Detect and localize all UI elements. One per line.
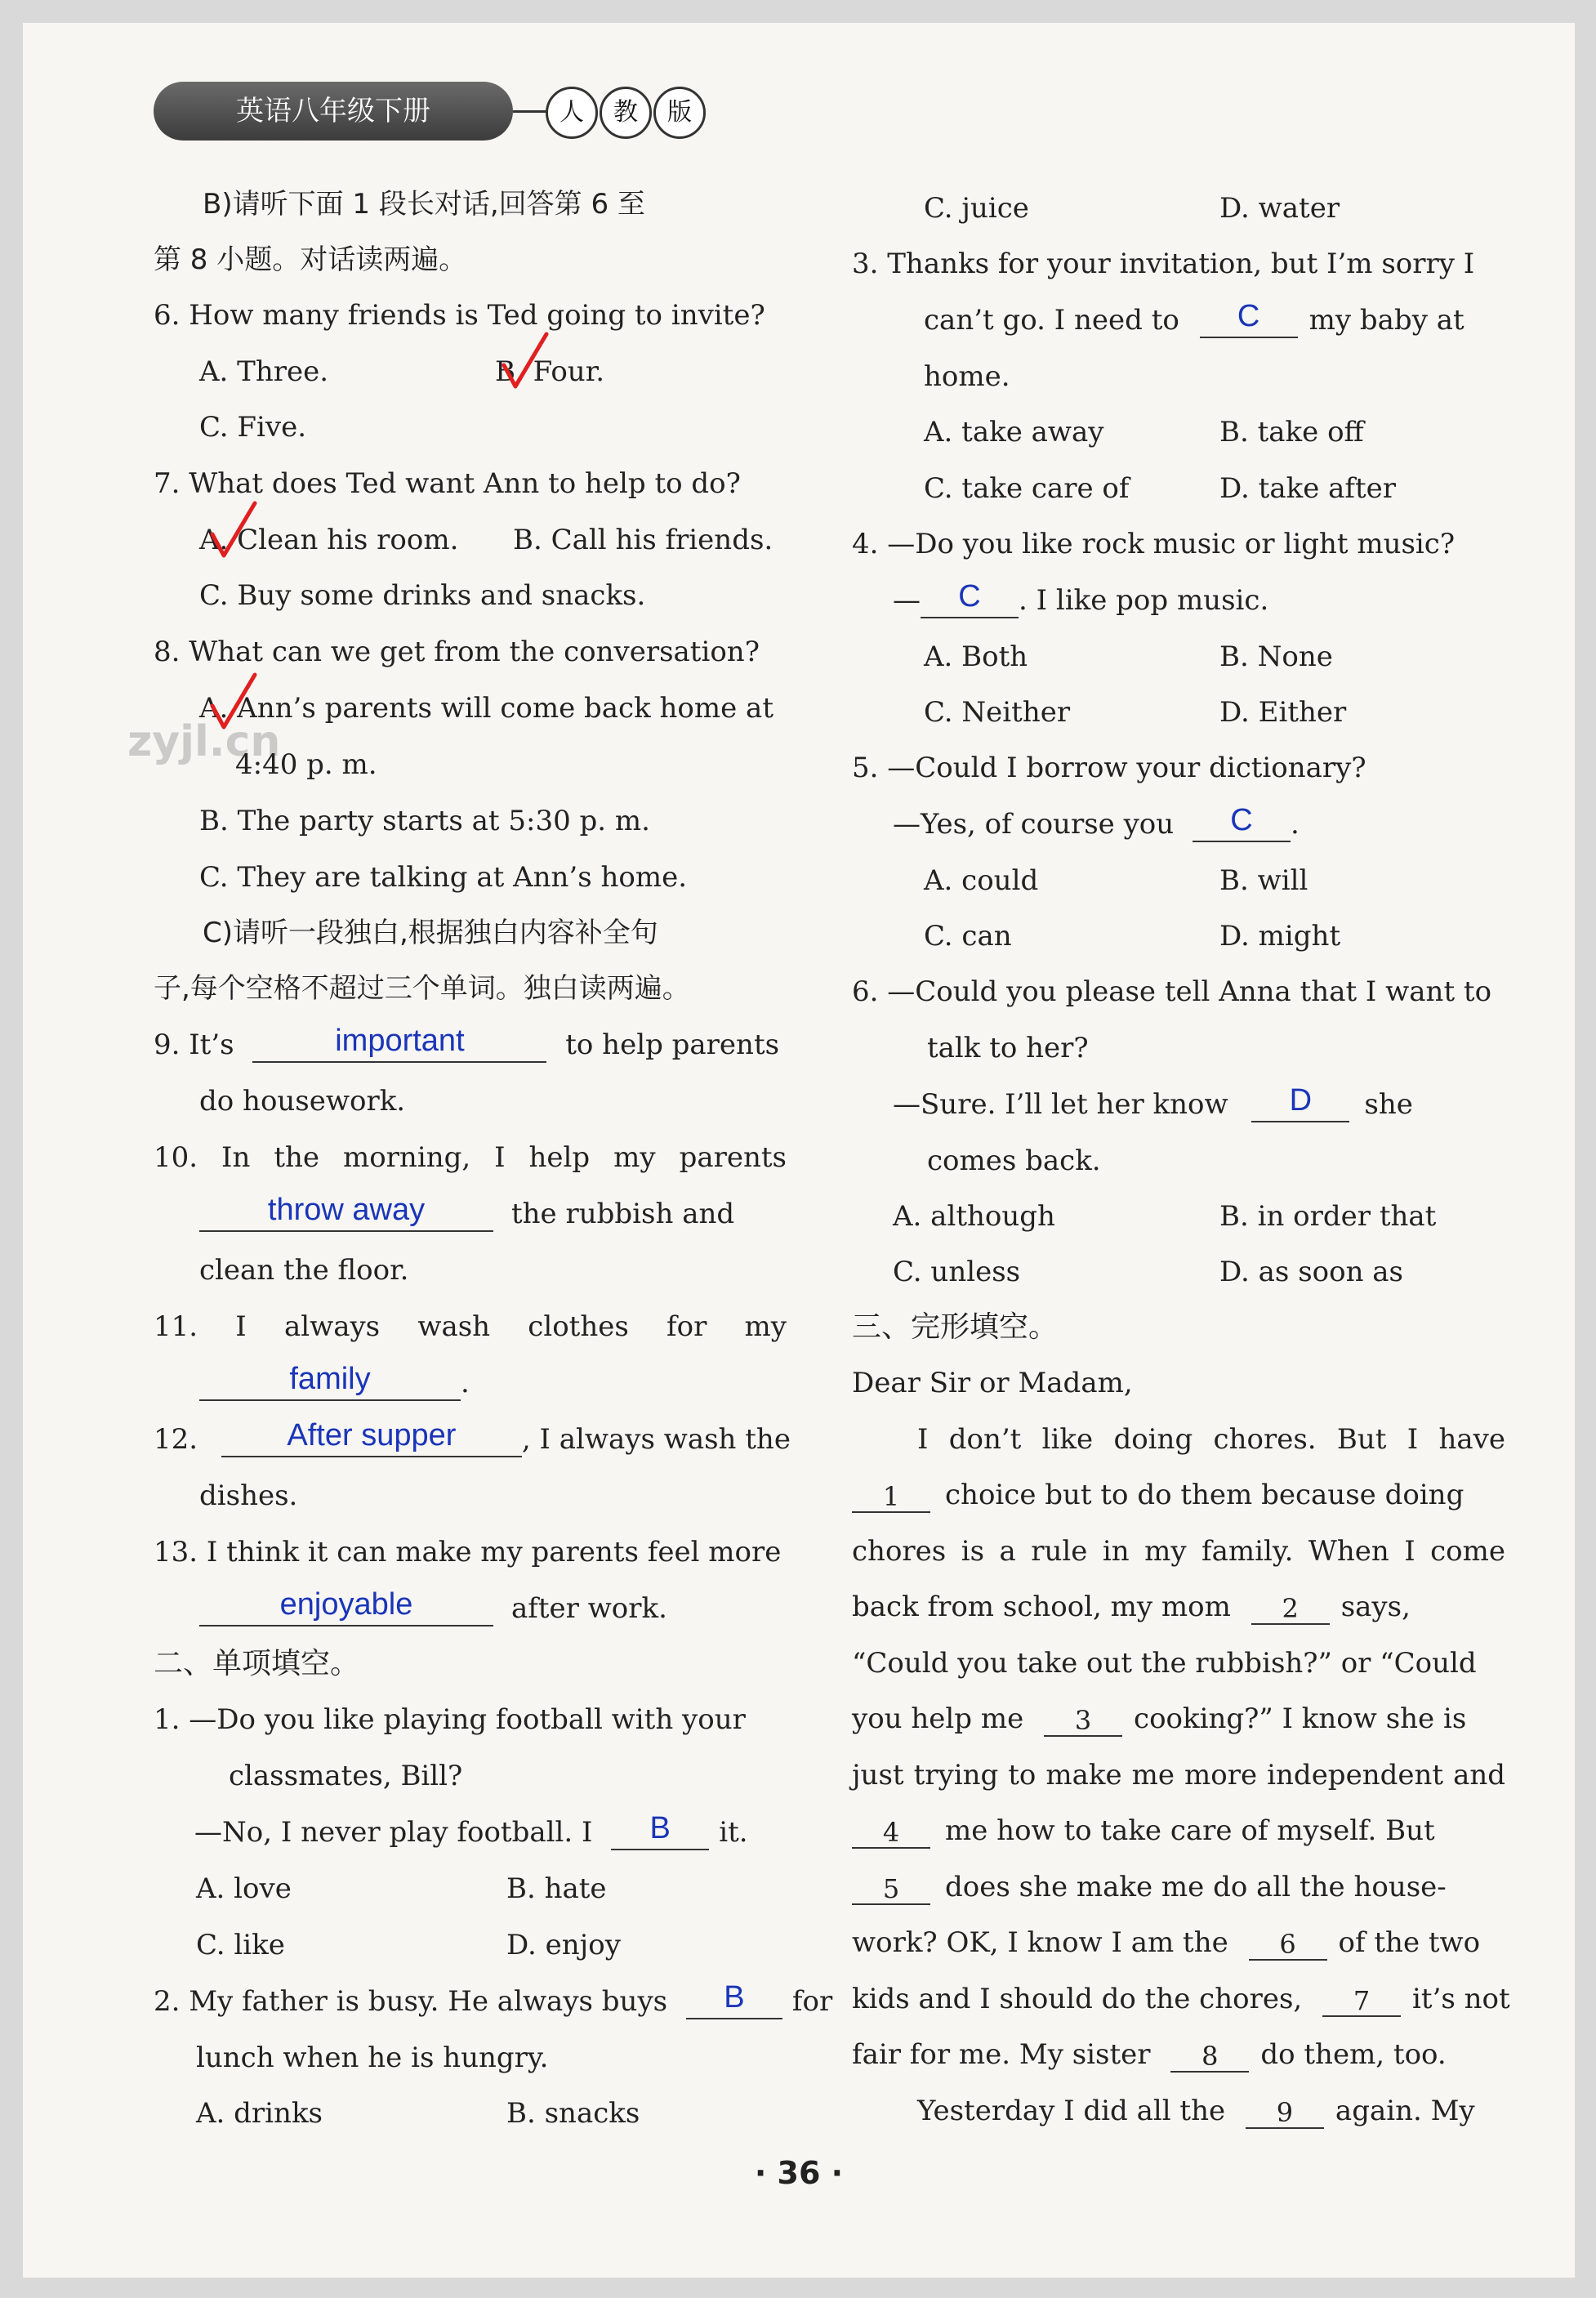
- question-7: 7. What does Ted want Ann to help to do?: [154, 467, 741, 500]
- sc1-text: —No, I never play football. I: [194, 1816, 593, 1849]
- cloze-salutation: Dear Sir or Madam,: [852, 1367, 1133, 1399]
- cloze-blank-7-number: 7: [1353, 1985, 1371, 2016]
- question-9: [154, 1024, 787, 1063]
- page-number: · 36 ·: [754, 2155, 844, 2191]
- sc5-option-b: B. will: [1219, 864, 1308, 897]
- sc5-text: —Yes, of course you: [893, 808, 1175, 841]
- sc2-text: 2. My father is busy. He always buys: [154, 1985, 668, 2018]
- edition-badge-3: 版: [653, 87, 706, 139]
- checkmark-icon: [209, 498, 258, 564]
- cloze-line-3: chores is a rule in my family. When I come: [852, 1535, 1505, 1568]
- sc6-option-d: D. as soon as: [1219, 1256, 1404, 1288]
- book-title: 英语八年级下册: [154, 82, 513, 141]
- cloze-line-7: just trying to make me more independent and: [852, 1759, 1505, 1792]
- cloze-line-13: [917, 2093, 1505, 2129]
- question-6: 6. How many friends is Ted going to invite?: [154, 299, 765, 332]
- q9-text: 9. It’s: [154, 1029, 234, 1061]
- sc5-answer: C: [1230, 803, 1253, 837]
- cloze-blank-8: [1170, 2038, 1249, 2073]
- cloze-line-2-text: choice but to do them because doing: [945, 1479, 1464, 1511]
- cloze-line-11-post: it’s not: [1412, 1983, 1510, 2015]
- header-divider: [513, 110, 546, 113]
- sc4-dash: —: [893, 584, 921, 617]
- q12-answer-blank: [221, 1418, 522, 1457]
- cloze-blank-3-number: 3: [1074, 1705, 1092, 1736]
- cloze-line-1: I don’t like doing chores. But I have: [917, 1423, 1505, 1456]
- cloze-line-12: [852, 2037, 1505, 2073]
- sc5-option-d: D. might: [1219, 920, 1341, 953]
- cloze-blank-3: [1044, 1702, 1122, 1737]
- sc1-option-a: A. love: [196, 1872, 292, 1905]
- sc5-answer-blank: [1193, 803, 1291, 842]
- sc3-text: can’t go. I need to: [924, 304, 1179, 337]
- cloze-line-8: [852, 1813, 1505, 1849]
- q9-text-cont: do housework.: [199, 1085, 406, 1118]
- section-3-title: 三、完形填空。: [852, 1310, 1059, 1344]
- workbook-page: [23, 23, 1575, 2278]
- single-choice-3: 3. Thanks for your invitation, but I’m sorry I: [852, 248, 1475, 280]
- single-choice-6: 6. —Could you please tell Anna that I want to: [852, 975, 1492, 1008]
- sc3-answer-blank: [1200, 299, 1298, 338]
- watermark: zyjl.cn: [127, 717, 281, 766]
- cloze-blank-8-number: 8: [1201, 2041, 1219, 2072]
- sc4-answer-blank: [921, 579, 1019, 618]
- sc6-answer: D: [1289, 1083, 1313, 1118]
- q9-answer: important: [335, 1024, 465, 1058]
- section-b-intro-cont: 第 8 小题。对话读两遍。: [154, 243, 467, 276]
- q11-text-post: .: [461, 1367, 470, 1399]
- q6-option-b: B. Four.: [495, 355, 605, 388]
- sc2-option-a: A. drinks: [196, 2097, 323, 2130]
- sc3-option-b: B. take off: [1219, 416, 1364, 448]
- section-b-intro: B)请听下面 1 段长对话,回答第 6 至: [203, 188, 645, 221]
- q6-option-c: C. Five.: [199, 411, 307, 444]
- single-choice-5-line2: [893, 803, 1505, 842]
- sc1-option-c: C. like: [196, 1929, 285, 1961]
- sc2-option-d: D. water: [1219, 192, 1340, 225]
- q10-text-post: the rubbish and: [511, 1198, 735, 1230]
- q11-line2: [199, 1362, 787, 1401]
- cloze-line-11: [852, 1981, 1510, 2017]
- question-8: 8. What can we get from the conversation?: [154, 636, 760, 668]
- q11-answer: family: [289, 1362, 371, 1396]
- q8-option-c: C. They are talking at Ann’s home.: [199, 861, 688, 894]
- q6-option-a: A. Three.: [199, 355, 329, 388]
- cloze-blank-9: [1246, 2095, 1324, 2129]
- q10-answer-blank: [199, 1193, 493, 1232]
- single-choice-5: 5. —Could I borrow your dictionary?: [852, 752, 1366, 784]
- sc3-option-d: D. take after: [1219, 472, 1397, 505]
- single-choice-6-cont2: comes back.: [927, 1145, 1101, 1177]
- cloze-line-11-text: kids and I should do the chores,: [852, 1983, 1303, 2015]
- section-2-title: 二、单项填空。: [154, 1647, 360, 1680]
- cloze-blank-1: [852, 1479, 930, 1513]
- question-11: 11. I always wash clothes for my: [154, 1310, 787, 1343]
- sc4-option-c: C. Neither: [924, 696, 1071, 729]
- q13-answer-blank: [199, 1587, 493, 1626]
- single-choice-1: 1. —Do you like playing football with your: [154, 1703, 746, 1736]
- cloze-line-5: “Could you take out the rubbish?” or “Could: [852, 1647, 1477, 1680]
- q7-option-b: B. Call his friends.: [513, 524, 773, 556]
- question-10: 10. In the morning, I help my parents: [154, 1141, 787, 1174]
- sc5-option-a: A. could: [924, 864, 1039, 897]
- single-choice-3-cont: home.: [924, 360, 1010, 393]
- sc1-answer: B: [649, 1811, 671, 1845]
- cloze-blank-5-number: 5: [882, 1873, 900, 1904]
- q12-text-cont: dishes.: [199, 1479, 298, 1512]
- cloze-line-6: [852, 1701, 1505, 1737]
- sc1-text-post: it.: [719, 1816, 748, 1849]
- cloze-line-13-text: Yesterday I did all the: [917, 2095, 1226, 2127]
- sc6-answer-blank: [1251, 1083, 1349, 1122]
- single-choice-1-cont: classmates, Bill?: [229, 1760, 463, 1792]
- cloze-blank-4: [852, 1814, 930, 1849]
- q10-answer: throw away: [267, 1193, 426, 1227]
- single-choice-2-cont: lunch when he is hungry.: [196, 2041, 549, 2074]
- sc2-answer: B: [724, 1980, 745, 2015]
- sc3-text-post: my baby at: [1308, 304, 1464, 337]
- sc1-option-b: B. hate: [506, 1872, 607, 1905]
- section-c-intro: C)请听一段独白,根据独白内容补全句: [203, 917, 658, 949]
- cloze-line-9-text: does she make me do all the house-: [945, 1871, 1447, 1903]
- cloze-line-6-text: you help me: [852, 1702, 1024, 1735]
- sc3-option-c: C. take care of: [924, 472, 1130, 505]
- q8-option-a-cont: 4:40 p. m.: [235, 748, 377, 781]
- cloze-blank-2-number: 2: [1282, 1593, 1299, 1624]
- sc6-option-c: C. unless: [893, 1256, 1021, 1288]
- cloze-blank-6: [1249, 1926, 1327, 1961]
- question-12: [154, 1418, 791, 1457]
- single-choice-6-cont: talk to her?: [927, 1032, 1089, 1064]
- section-c-intro-cont: 子,每个空格不超过三个单词。独白读两遍。: [154, 972, 690, 1005]
- q10-text-cont: clean the floor.: [199, 1254, 409, 1287]
- q9-answer-blank: [252, 1024, 546, 1063]
- cloze-line-13-post: again. My: [1335, 2095, 1475, 2127]
- sc1-option-d: D. enjoy: [506, 1929, 621, 1961]
- sc4-option-a: A. Both: [924, 640, 1028, 673]
- q12-answer: After supper: [287, 1418, 457, 1452]
- q13-text-post: after work.: [511, 1592, 667, 1625]
- q9-text-post: to help parents: [565, 1029, 780, 1061]
- cloze-line-10: [852, 1925, 1505, 1961]
- cloze-line-4-text: back from school, my mom: [852, 1591, 1231, 1623]
- sc6-text-post: she: [1364, 1088, 1413, 1121]
- q12-number: 12.: [154, 1423, 198, 1456]
- single-choice-2: [154, 1980, 833, 2019]
- sc5-option-c: C. can: [924, 920, 1012, 953]
- q8-option-a: A. Ann’s parents will come back home at: [199, 692, 773, 725]
- sc6-text: —Sure. I’ll let her know: [893, 1088, 1228, 1121]
- sc4-option-b: B. None: [1219, 640, 1333, 673]
- cloze-line-2: [852, 1477, 1505, 1513]
- q12-text-post: , I always wash the: [521, 1423, 791, 1456]
- sc2-option-b: B. snacks: [506, 2097, 640, 2130]
- sc2-text-post: for: [791, 1985, 833, 2018]
- cloze-line-10-post: of the two: [1338, 1926, 1481, 1959]
- q13-line2: [199, 1587, 787, 1626]
- cloze-blank-6-number: 6: [1279, 1929, 1296, 1960]
- sc3-option-a: A. take away: [924, 416, 1104, 448]
- q11-answer-blank: [199, 1362, 461, 1401]
- cloze-blank-1-number: 1: [882, 1481, 900, 1512]
- checkmark-icon: [501, 329, 550, 395]
- cloze-line-6-post: cooking?” I know she is: [1134, 1702, 1467, 1735]
- sc6-option-b: B. in order that: [1219, 1200, 1437, 1233]
- edition-badge-1: 人: [546, 87, 598, 139]
- sc6-option-a: A. although: [893, 1200, 1055, 1233]
- cloze-line-12-post: do them, too.: [1260, 2038, 1447, 2071]
- cloze-line-9: [852, 1869, 1505, 1905]
- single-choice-6-line3: [893, 1083, 1505, 1122]
- cloze-blank-5: [852, 1871, 930, 1905]
- sc1-answer-blank: [611, 1811, 709, 1850]
- sc2-answer-blank: [686, 1980, 782, 2019]
- question-13: 13. I think it can make my parents feel more: [154, 1536, 782, 1568]
- sc5-text-post: .: [1290, 808, 1300, 841]
- cloze-blank-2: [1251, 1591, 1330, 1625]
- cloze-line-10-text: work? OK, I know I am the: [852, 1926, 1228, 1959]
- single-choice-3-line2: [924, 299, 1505, 338]
- sc4-text-post: . I like pop music.: [1019, 584, 1269, 617]
- q7-option-a: A. Clean his room.: [199, 524, 459, 556]
- sc3-answer: C: [1237, 299, 1260, 333]
- q7-option-c: C. Buy some drinks and snacks.: [199, 579, 646, 612]
- single-choice-1-line3: [194, 1811, 787, 1850]
- sc4-answer: C: [958, 579, 981, 614]
- q13-answer: enjoyable: [279, 1587, 413, 1622]
- q8-option-b: B. The party starts at 5:30 p. m.: [199, 805, 650, 837]
- edition-badge-2: 教: [600, 87, 652, 139]
- cloze-line-4: [852, 1589, 1505, 1625]
- single-choice-4-line2: [893, 579, 1505, 618]
- cloze-blank-4-number: 4: [882, 1817, 900, 1848]
- single-choice-4: 4. —Do you like rock music or light music?: [852, 528, 1456, 560]
- cloze-line-4-post: says,: [1340, 1591, 1411, 1623]
- sc4-option-d: D. Either: [1219, 696, 1347, 729]
- q10-line2: [199, 1193, 787, 1232]
- checkmark-icon: [209, 670, 258, 735]
- sc2-option-c: C. juice: [924, 192, 1029, 225]
- cloze-blank-7: [1322, 1983, 1401, 2017]
- cloze-blank-9-number: 9: [1276, 2097, 1294, 2128]
- cloze-line-8-text: me how to take care of myself. But: [945, 1814, 1435, 1847]
- cloze-line-12-text: fair for me. My sister: [852, 2038, 1151, 2071]
